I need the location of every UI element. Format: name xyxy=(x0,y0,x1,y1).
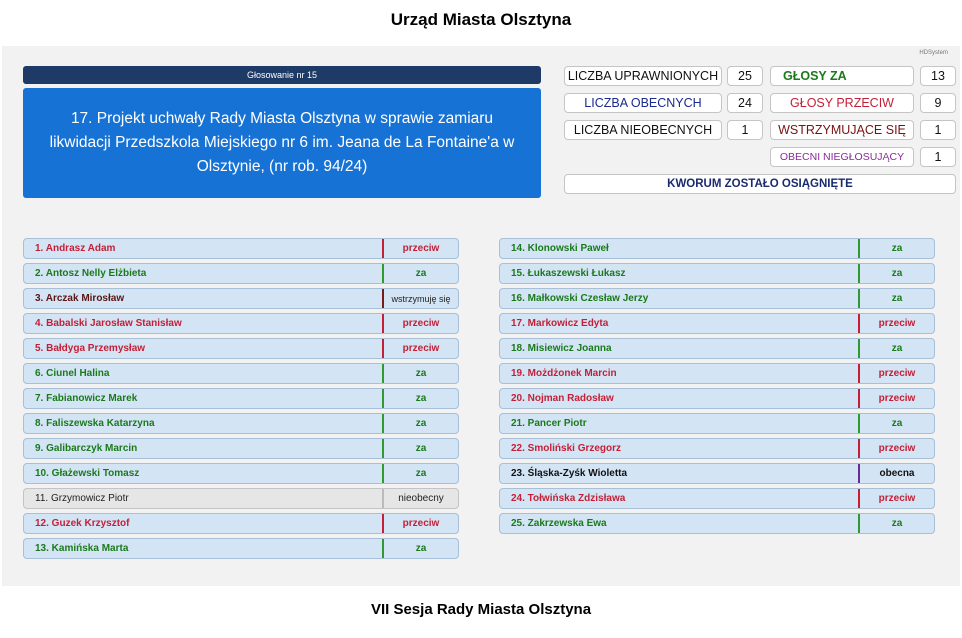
brand-label: HDSystem xyxy=(919,50,948,56)
vote-title: 17. Projekt uchwały Rady Miasta Olsztyna w sprawie zamiaru likwidacji Przedszkola Miejskiego nr 6 im. Jeana de La Fontaine'a w Olsztynie, (nr rob. 94/24) xyxy=(23,88,541,198)
member-name: 17. Markowicz Edyta xyxy=(511,318,609,329)
member-vote: przeciw xyxy=(382,514,458,533)
member-vote: za xyxy=(858,414,934,433)
member-row xyxy=(499,463,935,484)
member-name: 25. Zakrzewska Ewa xyxy=(511,518,607,529)
member-vote: przeciw xyxy=(382,314,458,333)
member-vote: przeciw xyxy=(858,364,934,383)
member-name: 19. Możdżonek Marcin xyxy=(511,368,617,379)
members-right-column xyxy=(499,238,935,538)
member-row xyxy=(499,238,935,259)
member-vote: za xyxy=(858,514,934,533)
member-vote: wstrzymuję się xyxy=(382,289,458,308)
stat-przeciw-label: GŁOSY PRZECIW xyxy=(770,93,914,113)
member-vote: za xyxy=(858,339,934,358)
member-row xyxy=(499,413,935,434)
member-name: 22. Smoliński Grzegorz xyxy=(511,443,622,454)
member-row xyxy=(499,288,935,309)
member-vote: za xyxy=(858,264,934,283)
member-name: 20. Nojman Radosław xyxy=(511,393,614,404)
quorum-status: KWORUM ZOSTAŁO OSIĄGNIĘTE xyxy=(564,174,956,194)
member-row xyxy=(499,263,935,284)
member-row xyxy=(23,363,459,384)
stat-wstrzymujace-label: WSTRZYMUJĄCE SIĘ xyxy=(770,120,914,140)
member-vote: przeciw xyxy=(382,339,458,358)
member-name: 14. Klonowski Paweł xyxy=(511,243,609,254)
member-row xyxy=(23,288,459,309)
member-row xyxy=(23,488,459,509)
voting-screen xyxy=(2,46,960,586)
member-name: 7. Fabianowicz Marek xyxy=(35,393,138,404)
session-footer: VII Sesja Rady Miasta Olsztyna xyxy=(370,600,592,618)
member-vote: za xyxy=(382,464,458,483)
member-name: 5. Bałdyga Przemysław xyxy=(35,343,146,354)
member-vote: przeciw xyxy=(858,489,934,508)
stat-obecnych-value: 24 xyxy=(727,93,763,113)
stat-nieobecnych-value: 1 xyxy=(727,120,763,140)
member-row xyxy=(499,363,935,384)
member-name: 24. Tołwińska Zdzisława xyxy=(511,493,626,504)
member-row xyxy=(23,538,459,559)
member-vote: za xyxy=(858,239,934,258)
member-name: 4. Babalski Jarosław Stanisław xyxy=(35,318,182,329)
members-left-column xyxy=(23,238,459,563)
member-vote: za xyxy=(858,289,934,308)
member-name: 13. Kamińska Marta xyxy=(35,543,129,554)
stat-uprawnionych-label: LICZBA UPRAWNIONYCH xyxy=(564,66,722,86)
member-vote: za xyxy=(382,439,458,458)
member-row xyxy=(23,413,459,434)
member-name: 8. Faliszewska Katarzyna xyxy=(35,418,155,429)
stat-nieglosujacy-label: OBECNI NIEGŁOSUJĄCY xyxy=(770,147,914,167)
member-row xyxy=(499,488,935,509)
member-name: 11. Grzymowicz Piotr xyxy=(35,493,129,504)
member-name: 15. Łukaszewski Łukasz xyxy=(511,268,626,279)
member-row xyxy=(499,338,935,359)
stat-za-label: GŁOSY ZA xyxy=(770,66,914,86)
member-row xyxy=(499,388,935,409)
member-vote: przeciw xyxy=(858,439,934,458)
member-vote: nieobecny xyxy=(382,489,458,508)
member-row xyxy=(23,338,459,359)
member-row xyxy=(23,388,459,409)
member-vote: przeciw xyxy=(858,389,934,408)
member-name: 23. Śląska-Zyśk Wioletta xyxy=(511,468,628,479)
member-name: 18. Misiewicz Joanna xyxy=(511,343,612,354)
member-name: 9. Galibarczyk Marcin xyxy=(35,443,138,454)
member-name: 6. Ciunel Halina xyxy=(35,368,110,379)
member-row xyxy=(499,438,935,459)
member-name: 3. Arczak Mirosław xyxy=(35,293,125,304)
stat-uprawnionych-value: 25 xyxy=(727,66,763,86)
member-vote: przeciw xyxy=(858,314,934,333)
member-vote: za xyxy=(382,539,458,558)
member-name: 10. Głażewski Tomasz xyxy=(35,468,140,479)
stat-nieglosujacy-value: 1 xyxy=(920,147,956,167)
member-vote: za xyxy=(382,414,458,433)
member-row xyxy=(23,313,459,334)
member-vote: za xyxy=(382,389,458,408)
stat-obecnych-label: LICZBA OBECNYCH xyxy=(564,93,722,113)
member-name: 21. Pancer Piotr xyxy=(511,418,587,429)
member-row xyxy=(499,313,935,334)
member-vote: obecna xyxy=(858,464,934,483)
member-vote: przeciw xyxy=(382,239,458,258)
stat-przeciw-value: 9 xyxy=(920,93,956,113)
member-row xyxy=(23,463,459,484)
member-name: 16. Małkowski Czesław Jerzy xyxy=(511,293,649,304)
member-row xyxy=(499,513,935,534)
member-row xyxy=(23,238,459,259)
member-name: 12. Guzek Krzysztof xyxy=(35,518,130,529)
member-name: 1. Andrasz Adam xyxy=(35,243,116,254)
stat-za-value: 13 xyxy=(920,66,956,86)
page-title: Urząd Miasta Olsztyna xyxy=(390,10,572,29)
member-vote: za xyxy=(382,364,458,383)
stat-nieobecnych-label: LICZBA NIEOBECNYCH xyxy=(564,120,722,140)
member-row xyxy=(23,263,459,284)
member-vote: za xyxy=(382,264,458,283)
vote-number-header: Głosowanie nr 15 xyxy=(23,66,541,84)
stat-wstrzymujace-value: 1 xyxy=(920,120,956,140)
member-row xyxy=(23,438,459,459)
member-row xyxy=(23,513,459,534)
member-name: 2. Antosz Nelly Elżbieta xyxy=(35,268,147,279)
